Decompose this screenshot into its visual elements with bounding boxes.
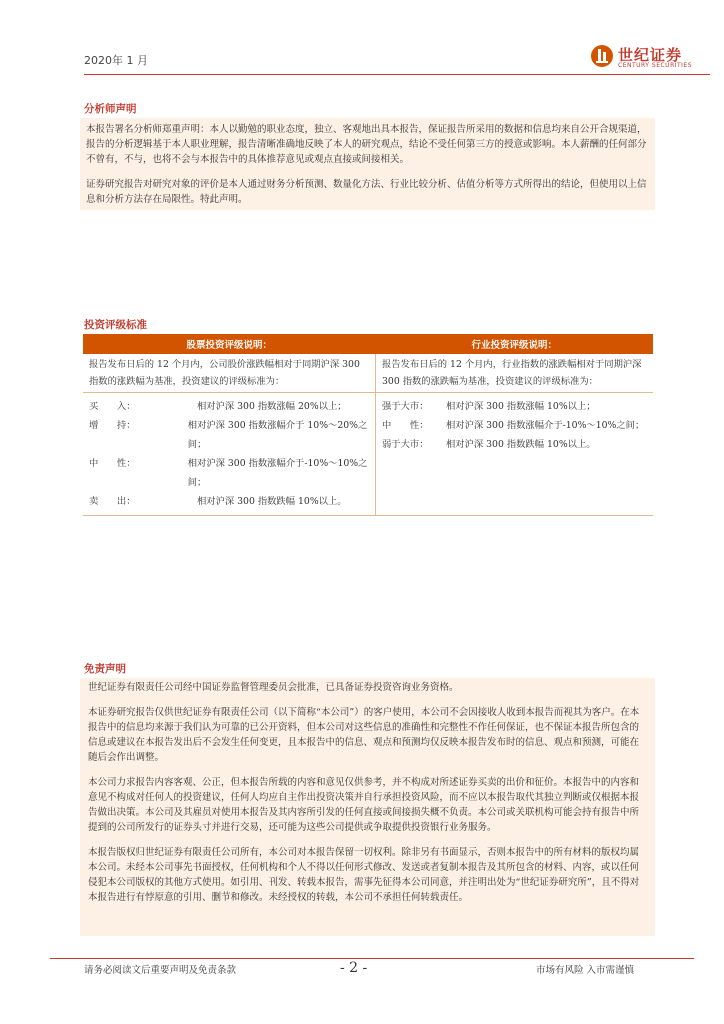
disclaimer-box: [80, 678, 655, 936]
rating-section-title: 投资评级标准: [84, 319, 147, 331]
disclaimer-paragraph-4: 本报告版权归世纪证券有限责任公司所有，本公司对本报告保留一切权利。除非另有书面显示，否则本报告中的所有材料的版权均属本公司。未经本公司事先书面授权，任何机构和个人不得以任何形式修改、发送或者复制本报告及其所包含的材料、内容，或以任何侵犯本公司版权的其他方式使用。如引用、刊发、转载本报告，需事先征得本公司同意，并注明出处为“世纪证券研究所”，且不得对本报告进行有悖原意的引用、删节和修改。未经授权的转载，本公司不承担任何转载责任。: [88, 847, 640, 903]
stock-level-sell: 卖 出： 相对沪深 300 指数跌幅 10%以上。: [89, 496, 347, 507]
page-number: - 2 -: [340, 960, 368, 976]
analyst-paragraph-1: 本报告署名分析师郑重声明：本人以勤勉的职业态度，独立、客观地出具本报告，保证报告所采用的数据和信息均来自公开合规渠道，报告的分析逻辑基于本人职业理解，报告清晰准确地反映了本人的研究观点，结论不受任何第三方的授意或影响。本人薪酬的任何部分不曾有，不与，也将不会与本报告中的具体推荐意见或观点直接或间接相关。: [86, 124, 647, 165]
stock-rating-header: 股票投资评级说明：: [83, 334, 376, 354]
industry-level-underperform: 弱于大市： 相对沪深 300 指数跌幅 10%以上。: [382, 439, 596, 450]
disclaimer-paragraph-3: 本公司力求报告内容客观、公正，但本报告所载的内容和意见仅供参考，并不构成对所述证券买卖的出价和征价。本报告中的内容和意见不构成对任何人的投资建议，任何人均应自主作出投资决策并自行承担投资风险，而不应以本报告取代其独立判断或仅根据本报告做出决策。本公司及其雇员对使用本报告及其内容所引发的任何直接或间接损失概不负责。本公司或关联机构可能会持有报告中所提到的公司所发行的证券头寸并进行交易，还可能为这些公司提供或争取提供投资银行业务服务。: [88, 777, 640, 833]
logo-mark-icon: [590, 42, 614, 70]
report-date: 2020年 1 月: [84, 54, 148, 67]
industry-rating-levels: [376, 393, 654, 516]
analyst-statement-box: [80, 118, 655, 210]
rating-standards-table: [83, 334, 653, 516]
disclaimer-paragraph-1: 世纪证券有限责任公司经中国证券监督管理委员会批准，已具备证券投资咨询业务资格。: [88, 682, 459, 693]
stock-rating-levels: [83, 393, 376, 516]
footer-notice: 请务必阅读文后重要声明及免责条款: [84, 965, 237, 976]
stock-rating-description: 报告发布日后的 12 个月内，公司股价涨跌幅相对于同期沪深 300 指数的涨跌幅为基准，投资建议的评级标准为：: [83, 354, 376, 393]
footer-risk-warning: 市场有风险 入市需谨慎: [536, 965, 635, 976]
stock-level-neutral: 中 性： 相对沪深 300 指数涨幅介于-10%～10%之间；: [89, 458, 368, 488]
industry-level-neutral: 中 性： 相对沪深 300 指数涨幅介于-10%～10%之间；: [382, 420, 645, 431]
industry-rating-description: 报告发布日后的 12 个月内，行业指数的涨跌幅相对于同期沪深 300 指数的涨跌幅为基准，投资建议的评级标准为：: [376, 354, 654, 393]
disclaimer-paragraph-2: 本证券研究报告仅供世纪证券有限责任公司（以下简称“本公司”）的客户使用，本公司不会因接收人收到本报告而视其为客户。在本报告中的信息均来源于我们认为可靠的已公开资料，但本公司对这些信息的准确性和完整性不作任何保证，也不保证本报告所包含的信息或建议在本报告发出后不会发生任何变更，且本报告中的信息、观点和预测均仅反映本报告发布时的信息、观点和预测，可能在随后会作出调整。: [88, 707, 640, 763]
logo-text-en: CENTURY SECURITIES: [618, 62, 693, 69]
industry-level-outperform: 强于大市： 相对沪深 300 指数涨幅 10%以上；: [382, 401, 596, 412]
footer-divider: [50, 958, 694, 959]
header-divider: [84, 74, 710, 75]
stock-level-overweight: 增 持： 相对沪深 300 指数涨幅介于 10%～20%之间；: [89, 420, 368, 450]
analyst-paragraph-2: 证券研究报告对研究对象的评价是本人通过财务分析预测、数量化方法、行业比较分析、估值分析等方式所得出的结论，但使用以上信息和分析方法存在局限性。特此声明。: [86, 179, 647, 205]
company-logo: [590, 42, 710, 74]
disclaimer-section-title: 免责声明: [84, 663, 126, 675]
industry-rating-header: 行业投资评级说明：: [376, 334, 654, 354]
analyst-section-title: 分析师声明: [84, 103, 137, 115]
stock-level-buy: 买 入： 相对沪深 300 指数涨幅 20%以上；: [89, 401, 347, 412]
logo-text-cn: 世纪证券: [618, 46, 683, 64]
